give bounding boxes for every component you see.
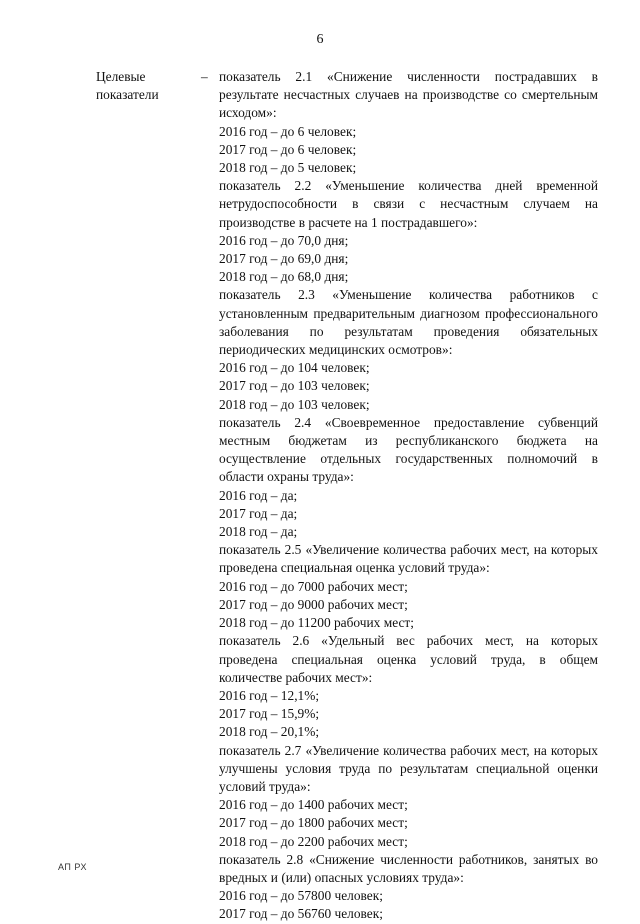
indicator-2-6 [219, 632, 598, 741]
indicator-text: показатель 2.1 «Снижение численности пострадавших в результате несчастных случаев на производстве со смертельным исходом»: [219, 69, 598, 121]
indicator-year-value: 2018 год – да; [219, 524, 298, 540]
indicator-text: показатель 2.4 «Своевременное предоставление субвенций местным бюджетам из республиканского бюджета на осуществление отдельных государственных полномочий в области охраны труда»: [219, 414, 598, 485]
left-label [96, 68, 196, 104]
indicator-text: показатель 2.3 «Уменьшение количества работников с установленным предварительным диагнозом профессионального заболевания по результатам проведения обязательных периодических медицинских осмотров»: [219, 287, 598, 358]
indicator-year-value: 2018 год – до 103 человек; [219, 396, 370, 412]
indicator-year-value: 2017 год – да; [219, 505, 298, 521]
indicator-text: показатель 2.8 «Снижение численности работников, занятых во вредных и (или) опасных условиях труда»: [219, 851, 598, 885]
indicator-year-value: 2018 год – до 2200 рабочих мест; [219, 833, 408, 849]
indicator-year-value: 2016 год – до 1400 рабочих мест; [219, 797, 408, 813]
indicator-year-value: 2016 год – до 7000 рабочих мест; [219, 578, 408, 594]
left-label-line-2: показатели [96, 87, 159, 103]
indicator-year-value: 2018 год – до 5 человек; [219, 160, 357, 176]
indicator-year-value: 2017 год – до 6 человек; [219, 141, 357, 157]
indicator-year-value: 2017 год – до 9000 рабочих мест; [219, 596, 408, 612]
indicator-2-1 [219, 68, 598, 177]
indicator-year-value: 2016 год – 12,1%; [219, 687, 320, 703]
indicator-2-7 [219, 742, 598, 851]
indicator-year-value: 2017 год – до 1800 рабочих мест; [219, 815, 408, 831]
indicator-2-5 [219, 541, 598, 632]
indicator-text: показатель 2.7 «Увеличение количества рабочих мест, на которых улучшены условия труда по результатам специальной оценки условий труда»: [219, 742, 598, 794]
indicator-year-value: 2017 год – до 103 человек; [219, 378, 370, 394]
indicator-text: показатель 2.5 «Увеличение количества рабочих мест, на которых проведена специальная оценка условий труда»: [219, 542, 598, 576]
indicator-text: показатель 2.6 «Удельный вес рабочих мест, на которых проведена специальная оценка условий труда, в общем количестве рабочих мест»: [219, 633, 598, 685]
indicator-year-value: 2017 год – до 69,0 дня; [219, 251, 349, 267]
indicator-2-2 [219, 177, 598, 286]
indicator-year-value: 2016 год – до 6 человек; [219, 123, 357, 139]
indicator-text: показатель 2.2 «Уменьшение количества дней временной нетрудоспособности в связи с несчастным случаем на производстве в расчете на 1 пострадавшего»: [219, 178, 598, 230]
indicator-2-8 [219, 851, 598, 924]
indicators-content [219, 68, 598, 924]
indicator-year-value: 2016 год – до 57800 человек; [219, 888, 383, 904]
left-label-line-1: Целевые [96, 69, 146, 84]
indicator-year-value: 2017 год – до 56760 человек; [219, 906, 383, 922]
footer-mark: АП РХ [58, 862, 87, 872]
indicator-year-value: 2018 год – до 68,0 дня; [219, 269, 349, 285]
indicator-2-3 [219, 286, 598, 413]
list-dash: – [201, 69, 208, 84]
indicator-year-value: 2018 год – 20,1%; [219, 724, 320, 740]
indicator-year-value: 2017 год – 15,9%; [219, 706, 320, 722]
indicator-year-value: 2016 год – до 104 человек; [219, 360, 370, 376]
page-number: 6 [316, 32, 324, 47]
indicator-year-value: 2016 год – до 70,0 дня; [219, 232, 349, 248]
indicator-year-value: 2016 год – да; [219, 487, 298, 503]
indicator-2-4 [219, 414, 598, 541]
indicator-year-value: 2018 год – до 11200 рабочих мест; [219, 615, 414, 631]
